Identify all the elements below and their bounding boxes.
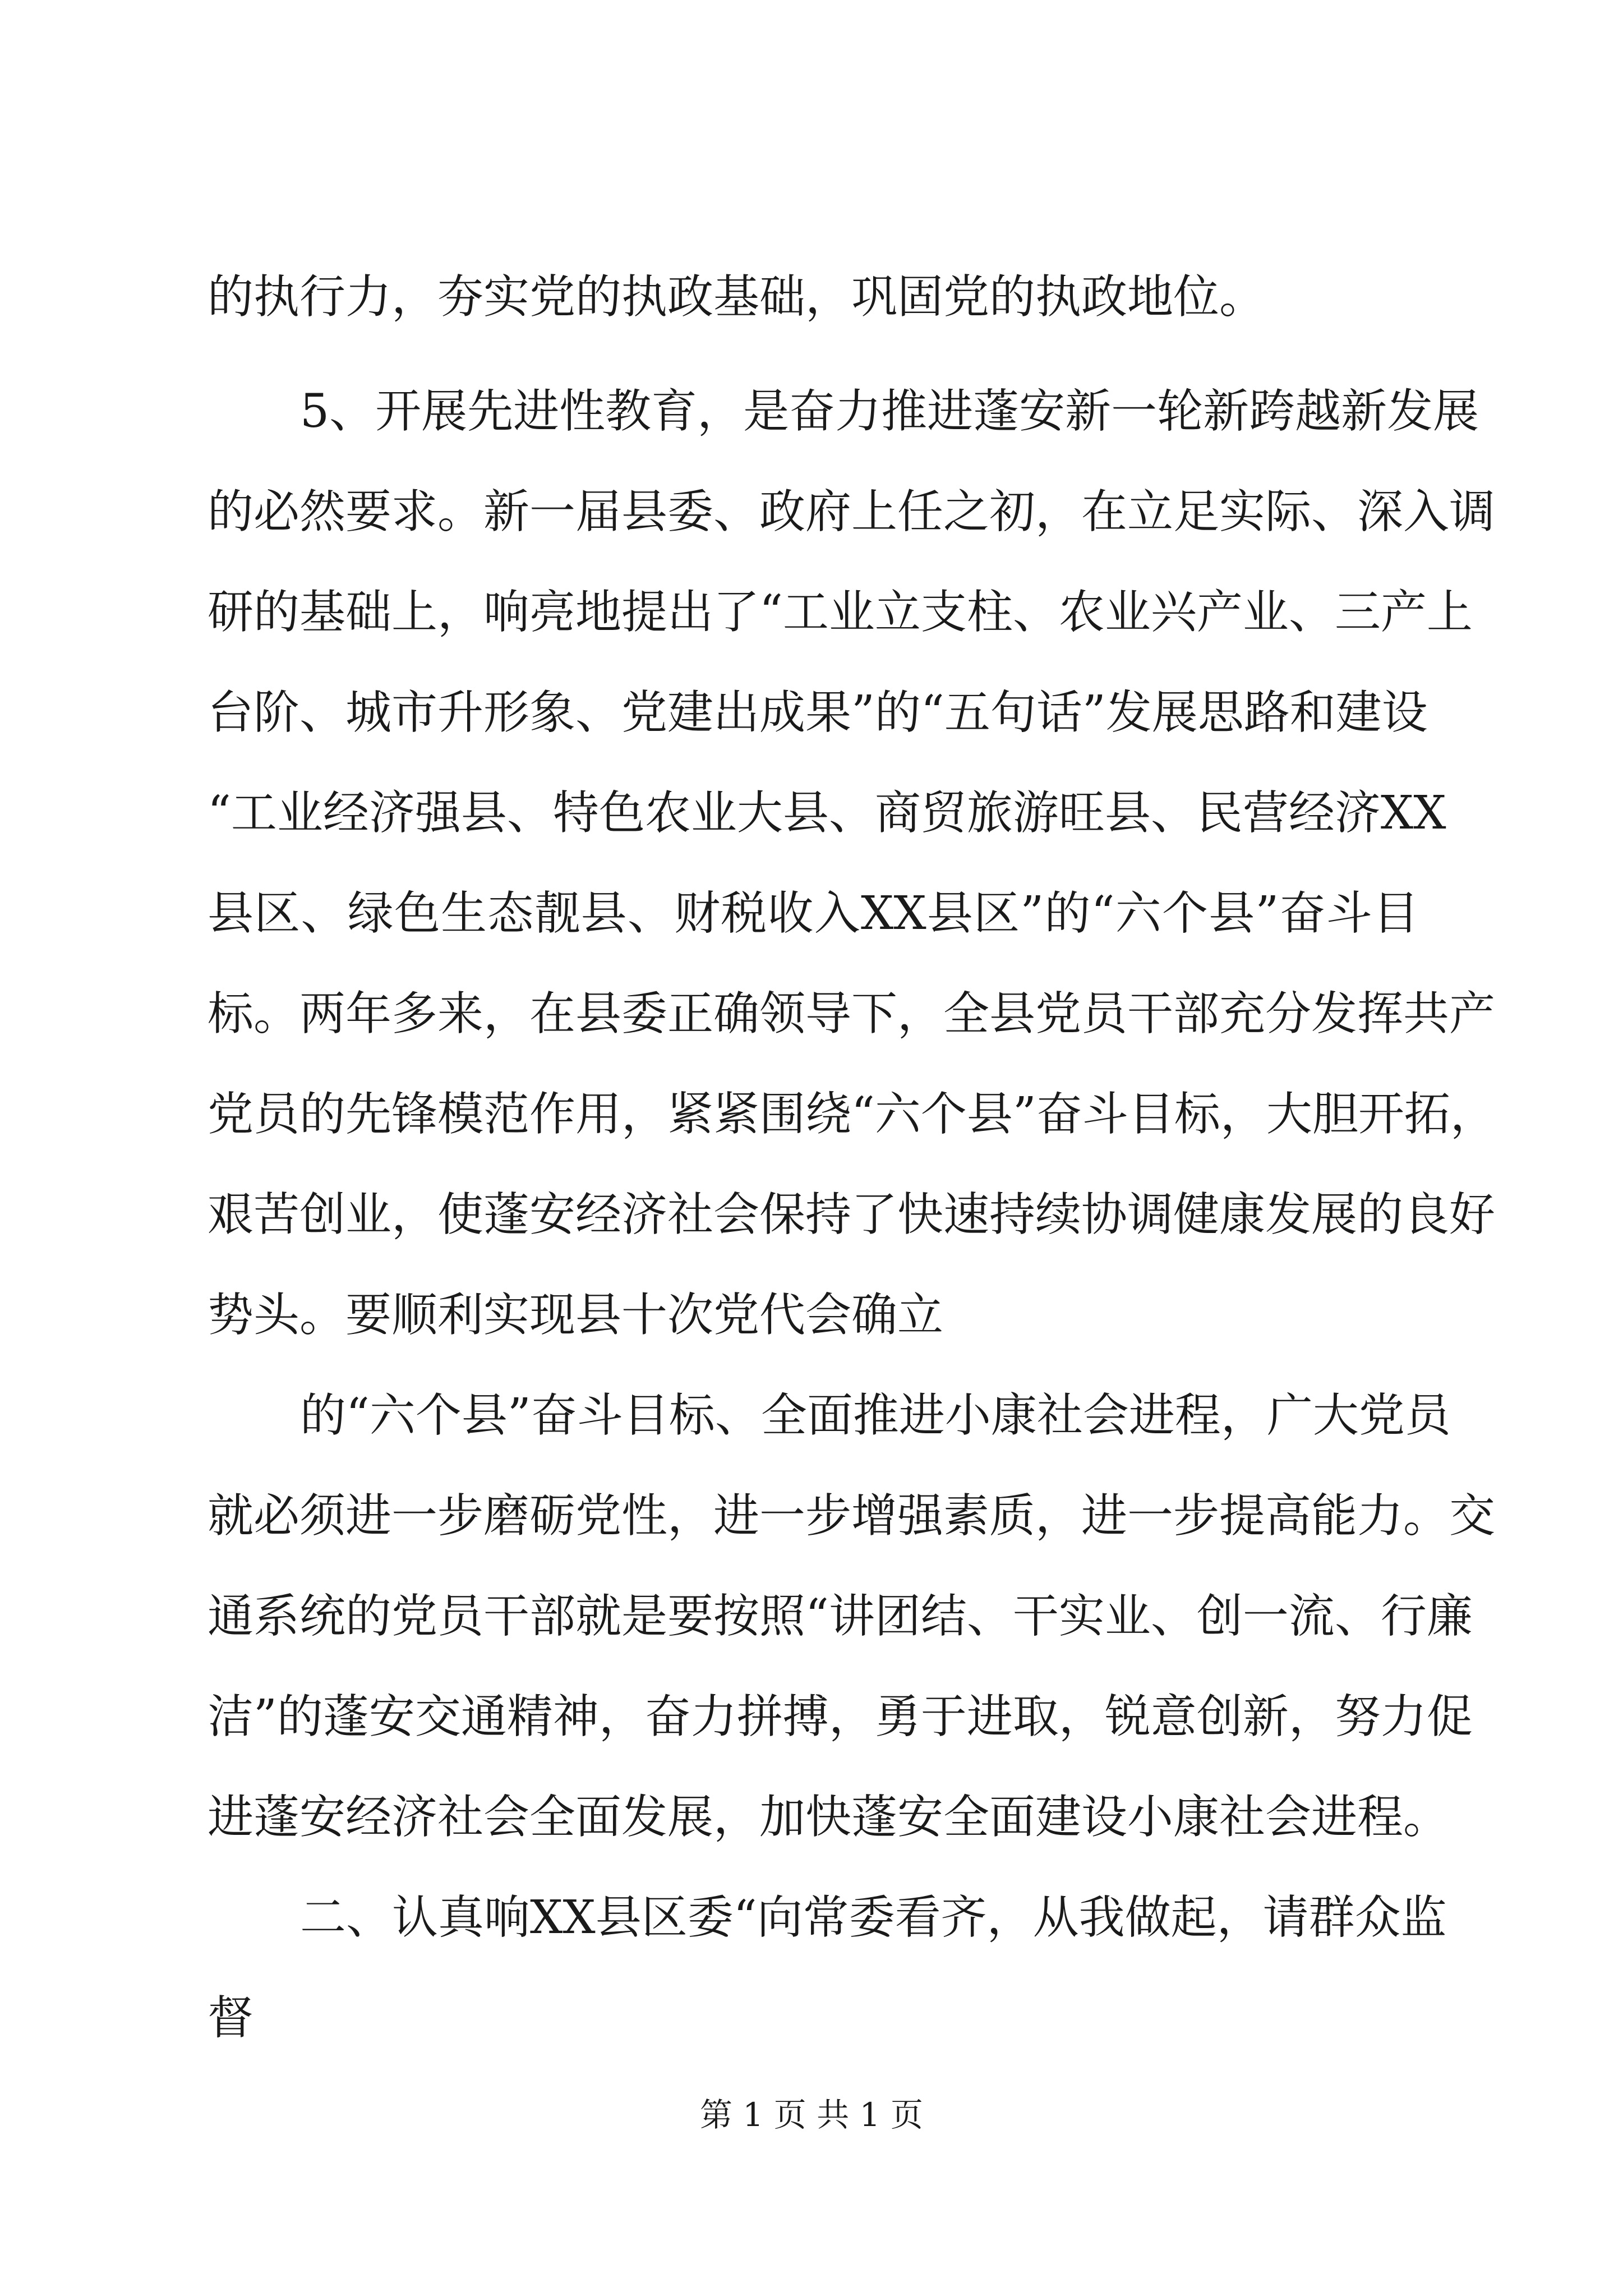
page-footer: 第 1 页 共 1 页 xyxy=(700,2096,923,2134)
text-line-12: 的“六个县”奋斗目标、全面推进小康社会进程，广大党员 xyxy=(300,1389,1451,1442)
text-line-10: 艰苦创业，使蓬安经济社会保持了快速持续协调健康发展的良好 xyxy=(208,1188,1496,1241)
text-line-13: 就必须进一步磨砺党性，进一步增强素质，进一步提高能力。交 xyxy=(208,1489,1496,1543)
text-line-15: 洁”的蓬安交通精神，奋力拼搏，勇于进取，锐意创新，努力促 xyxy=(208,1690,1473,1743)
text-line-14: 通系统的党员干部就是要按照“讲团结、干实业、创一流、行廉 xyxy=(208,1590,1473,1643)
text-line-5: 台阶、城市升形象、党建出成果”的“五句话”发展思路和建设 xyxy=(208,686,1428,739)
text-line-2: 5、开展先进性教育，是奋力推进蓬安新一轮新跨越新发展 xyxy=(300,385,1479,438)
text-line-16: 进蓬安经济社会全面发展，加快蓬安全面建设小康社会进程。 xyxy=(208,1791,1450,1844)
text-line-1: 的执行力，夯实党的执政基础，巩固党的执政地位。 xyxy=(208,270,1266,324)
text-line-9: 党员的先锋模范作用，紧紧围绕“六个县”奋斗目标，大胆开拓， xyxy=(208,1088,1496,1141)
text-line-4: 研的基础上，响亮地提出了“工业立支柱、农业兴产业、三产上 xyxy=(208,586,1473,639)
text-line-6: “工业经济强县、特色农业大县、商贸旅游旺县、民营经济XX xyxy=(208,786,1446,840)
text-line-11: 势头。要顺利实现县十次党代会确立 xyxy=(208,1289,944,1342)
section-heading-line-1: 二、认真响XX县区委“向常委看齐，从我做起，请群众监 xyxy=(300,1891,1447,1944)
text-line-3: 的必然要求。新一届县委、政府上任之初，在立足实际、深入调 xyxy=(208,485,1496,539)
section-heading-line-2: 督 xyxy=(208,1991,254,2045)
text-line-7: 县区、绿色生态靓县、财税收入XX县区”的“六个县”奋斗目 xyxy=(208,887,1419,940)
text-line-8: 标。两年多来，在县委正确领导下，全县党员干部充分发挥共产 xyxy=(208,987,1496,1041)
